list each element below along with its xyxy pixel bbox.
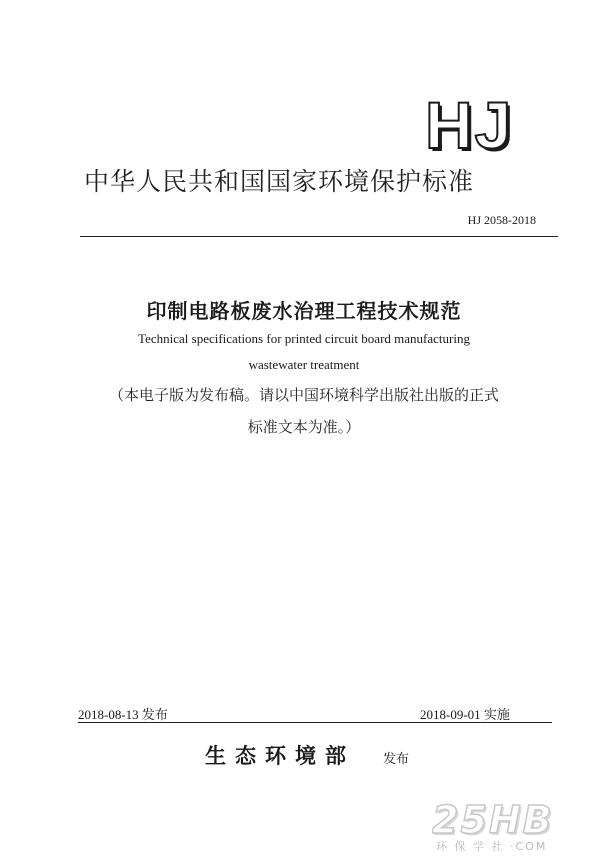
issue-date: 2018-08-13 发布: [78, 707, 168, 722]
document-title-zh: 印制电路板废水治理工程技术规范: [146, 299, 462, 323]
issuing-authority-suffix: 发布: [383, 752, 410, 767]
edition-note-line1: （本电子版为发布稿。请以中国环境科学出版社出版的正式: [108, 386, 499, 404]
document-title-en-line1: Technical specifications for printed circuit board manufacturing: [138, 331, 470, 346]
national-standard-title: 中华人民共和国国家环境保护标准: [84, 167, 475, 196]
standard-number: HJ 2058-2018: [467, 213, 536, 227]
implementation-date: 2018-09-01 实施: [420, 707, 510, 722]
header-divider: [80, 236, 558, 237]
edition-note-line2: 标准文本为准。）: [247, 418, 361, 436]
hj-logo: HJ: [425, 92, 514, 158]
footer-divider: [78, 722, 552, 723]
watermark-text: 环 保 学 社 ·COM: [436, 840, 548, 853]
issuing-authority: 生态环境部: [205, 743, 355, 768]
watermark-logo: 25HB: [432, 800, 554, 840]
document-title-en-line2: wastewater treatment: [248, 357, 360, 372]
